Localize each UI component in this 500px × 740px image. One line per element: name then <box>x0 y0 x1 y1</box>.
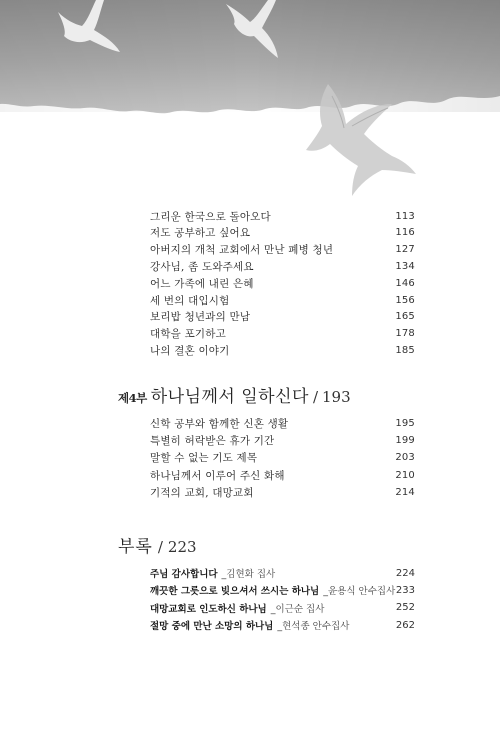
toc-entry-title: 기적의 교회, 대망교회 <box>150 487 254 500</box>
toc-entry-title: 강사님, 좀 도와주세요 <box>150 260 254 273</box>
appendix-separator: / <box>157 538 163 556</box>
toc-entry-page: 233 <box>395 584 415 596</box>
appendix-heading <box>118 532 197 557</box>
toc-entry-title: 말할 수 없는 기도 제목 <box>150 452 258 465</box>
appendix-page: 223 <box>167 538 197 556</box>
toc-entry <box>150 415 415 431</box>
toc-entry-page: 134 <box>395 260 415 272</box>
toc-entry-author: _윤용식 안수집사 <box>323 586 396 598</box>
toc-entry-page: 178 <box>395 328 415 340</box>
toc-entry-page: 113 <box>395 210 415 222</box>
toc-entry-title: 보리밥 청년과의 만남 <box>150 311 251 324</box>
appendix-title: 부록 <box>118 537 153 557</box>
toc-entry-title: 아버지의 개척 교회에서 만난 폐병 청년 <box>150 244 334 257</box>
toc-entry <box>150 258 415 274</box>
toc-entry-title: 어느 가족에 내린 은혜 <box>150 277 254 290</box>
toc-entry-author: _이근순 집사 <box>270 603 325 615</box>
toc-entry <box>150 292 415 308</box>
toc-entry-title: 깨끗한 그릇으로 빚으셔서 쓰시는 하나님 <box>150 586 320 598</box>
toc-entry-page: 185 <box>395 344 415 356</box>
toc-entry-title: 저도 공부하고 싶어요 <box>150 227 251 240</box>
toc-entry <box>150 225 415 241</box>
toc-entry-page: 224 <box>395 567 415 579</box>
toc-entry <box>150 309 415 325</box>
toc-entry-page: 203 <box>395 452 415 464</box>
toc-entry <box>150 242 415 258</box>
toc-entry <box>150 467 415 483</box>
toc-entry-title: 절망 중에 만난 소망의 하나님 <box>150 621 274 633</box>
toc-entry <box>150 450 415 466</box>
toc-entry-page: 214 <box>395 487 415 499</box>
toc-entry <box>150 617 415 633</box>
toc-entry-page: 210 <box>395 469 415 481</box>
toc-entry-page: 262 <box>395 619 415 631</box>
part4-heading <box>118 382 351 407</box>
toc-entry <box>150 208 415 224</box>
toc-entry <box>150 485 415 501</box>
toc-entry-text <box>150 566 275 580</box>
toc-entry-title: 하나님께서 이루어 주신 화해 <box>150 469 285 482</box>
toc-entry <box>150 565 415 581</box>
part4-separator: / <box>312 388 318 406</box>
toc-entry <box>150 342 415 358</box>
toc-entry-title: 주님 감사합니다 <box>150 569 218 580</box>
toc-entry <box>150 326 415 342</box>
toc-entry-author: _현석종 안수집사 <box>277 621 350 633</box>
toc-entry <box>150 582 415 598</box>
toc-entry-title: 신학 공부와 함께한 신혼 생활 <box>150 417 289 430</box>
toc-entry-page: 116 <box>395 227 415 239</box>
part4-page: 193 <box>322 388 351 406</box>
toc-entry-title: 대망교회로 인도하신 하나님 <box>150 603 267 615</box>
toc-entry-page: 156 <box>395 294 415 306</box>
toc-entry-text <box>150 583 395 597</box>
toc-entry-page: 165 <box>395 311 415 323</box>
toc-entry-text <box>150 618 349 632</box>
toc-entry-title: 나의 결혼 이야기 <box>150 344 230 357</box>
toc-entry-page: 195 <box>395 417 415 429</box>
toc-entry-title: 그리운 한국으로 돌아오다 <box>150 210 271 223</box>
toc-entry-page: 199 <box>395 434 415 446</box>
toc-entry-page: 127 <box>395 244 415 256</box>
toc-entry-author: _김현화 집사 <box>221 569 276 580</box>
part4-label: 제4부 <box>118 391 147 405</box>
part4-title: 하나님께서 일하신다 <box>150 387 309 407</box>
toc-entry-title: 세 번의 대입시험 <box>150 294 230 307</box>
toc-entry <box>150 432 415 448</box>
toc-entry <box>150 600 415 616</box>
toc-entry-title: 대학을 포기하고 <box>150 328 226 341</box>
toc-entry-title: 특별히 허락받은 휴가 기간 <box>150 434 275 447</box>
toc-entry <box>150 275 415 291</box>
toc-entry-page: 252 <box>395 602 415 614</box>
toc-entry-page: 146 <box>395 277 415 289</box>
toc-entry-text <box>150 601 324 615</box>
